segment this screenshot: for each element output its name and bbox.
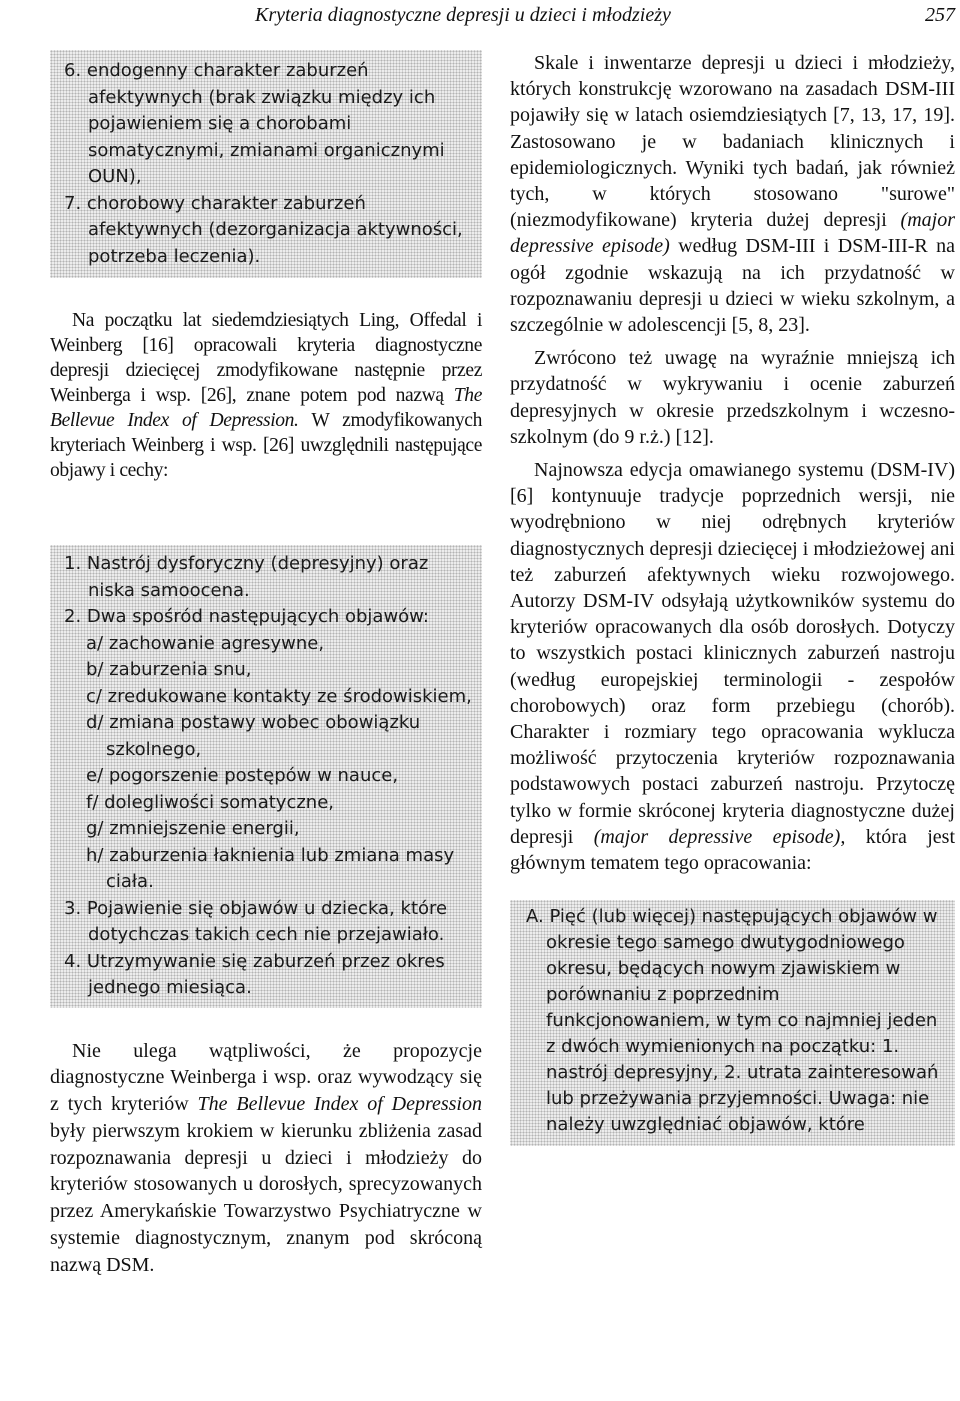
text-run: W zmodyfikowanych kryteriach Weinberg i wsp. [26] uwzględnili następujące objawy i cechy: [50, 410, 482, 481]
index-title: The Bellevue Index of Depression [197, 1093, 482, 1116]
italic-term: (major depressive episode), [593, 825, 846, 848]
criterion-4: 4. Utrzymywanie się zaburzeń przez okres jednego miesiąca. [64, 950, 445, 998]
shaded-list-top [50, 50, 482, 278]
shaded-criteria-box [50, 545, 482, 1008]
list-item: 6. endogenny charakter zaburzeń afektywnych (brak związku między ich pojawieniem się a chorobami somatycznymi, zmianami organicznymi OUN), [64, 60, 445, 187]
paragraph-dsm-iv [510, 457, 955, 876]
page-number: 257 [925, 4, 955, 26]
text-run: która jest głównym tematem tego opracowania: [510, 825, 956, 875]
sub-criterion: b/ zaburzenia snu, [86, 659, 252, 680]
paragraph-scales [510, 50, 955, 338]
text-run: Najnowsza edycja omawianego systemu (DSM-IV) [6] kontynuuje tradycje poprzednich wersji, nie wyodrębniono w niej odrębnych kryteriów diagnostycznych depresji dziecięcej i młodzieżowej ani też zaburzeń afektywnych wieku rozwojowego. Autorzy DSM-IV odsyłają użytkowników systemu do kryteriów opracowanych dla osób dorosłych. Dotyczy to wszystkich postaci klinicznych zaburzeń nastroju (według europejskiej terminologii - zespołów chorobowych) oraz form przebiegu (chorób). Charakter i rozmiary tego opracowania wyklucza możliwość przytoczenia kryteriów rozpoznawania podstawowych postaci zaburzeń nastroju. Przytoczę tylko w formie skróconej kryteria diagnostyczne dużej depresji [510, 459, 955, 848]
paragraph-dsm [50, 1038, 482, 1279]
paragraph-weinberg [50, 308, 482, 483]
sub-criterion: c/ zredukowane kontakty ze środowiskiem, [86, 685, 472, 707]
running-header [255, 0, 955, 34]
list-item: 7. chorobowy charakter zaburzeń afektywnych (dezorganizacja aktywności, potrzeba leczenia). [64, 192, 463, 267]
text-run: Na początku lat siedemdziesiątych Ling, Offedal i Weinberg [16] opracowali kryteria diagnostyczne depresji dziecięcej zmodyfikowane następnie przez Weinberga i wsp. [26], znane potem pod nazwą [50, 310, 482, 406]
sub-criterion: e/ pogorszenie postępów w nauce, [86, 765, 399, 786]
sub-criterion: g/ zmniejszenie energii, [86, 818, 300, 839]
criterion-a: A. Pięć (lub więcej) następujących objawów w okresie tego samego dwutygodniowego okresu, będących nowym zjawiskiem w porównaniu z poprzednim funkcjonowaniem, w tym co najmniej jeden z dwóch wymienionych na początku: 1. nastrój depresyjny, 2. utrata zainteresowań lub przeżywania przyjemności. Uwaga: nie należy uwzględniać objawów, które [526, 906, 939, 1136]
running-title: Kryteria diagnostyczne depresji u dzieci i młodzieży [255, 4, 671, 26]
criterion-2: 2. Dwa spośród następujących objawów: [64, 606, 429, 627]
shaded-criterion-a [510, 900, 955, 1146]
criterion-1: 1. Nastrój dysforyczny (depresyjny) oraz niska samoocena. [64, 553, 429, 601]
text-run: Nie ulega wątpliwości, że propozycje diagnostyczne Weinberga i wsp. oraz wywodzący się z tych kryteriów [50, 1039, 482, 1116]
text-run: były pierwszym krokiem w kierunku zbliżenia zasad rozpoznawania depresji u dzieci i młodzieży do kryteriów stosowanych u dorosłych, sprecyzowanych przez Amerykańskie Towarzystwo Psychiatryczne w systemie diagnostycznym, znanym pod skróconą nazwą DSM. [50, 1119, 482, 1276]
right-column [510, 50, 955, 1146]
left-column [50, 50, 482, 1279]
italic-term: (major depressive episode) [510, 209, 955, 258]
sub-criterion: f/ dolegliwości somatyczne, [86, 791, 335, 813]
paragraph-preschool: Zwrócono też uwagę na wyraźnie mniejszą ich przydatność w wykrywaniu i ocenie zaburzeń depresyjnych w okresie przedszkolnym i wczesno-szkolnym (do 9 r.ż.) [12]. [510, 347, 955, 448]
text-run: Skale i inwentarze depresji u dzieci i młodzieży, których konstrukcję wzorowano na zasadach DSM-III pojawiły się w latach osiemdziesiątych [7, 13, 17, 19]. Zastosowano je w badaniach klinicznych i epidemiologicznych. Wyniki tych badań, jak również tych, w których stosowano "surowe" (niezmodyfikowane) kryteria dużej depresji [510, 52, 955, 232]
sub-criterion: h/ zaburzenia łaknienia lub zmiana masy ciała. [86, 844, 455, 892]
sub-criterion: d/ zmiana postawy wobec obowiązku szkolnego, [86, 712, 421, 760]
index-title: The Bellevue Index of Depression. [50, 385, 482, 431]
text-run: według DSM-III i DSM-III-R na ogół zgodnie wskazują na ich przydatność w rozpoznawaniu depresji u dzieci w wieku szkolnym, a szczególnie w adolescencji [5, 8, 23]. [510, 235, 955, 337]
criterion-3: 3. Pojawienie się objawów u dziecka, które dotychczas takich cech nie przejawiało. [64, 897, 448, 945]
sub-criterion: a/ zachowanie agresywne, [86, 632, 325, 654]
